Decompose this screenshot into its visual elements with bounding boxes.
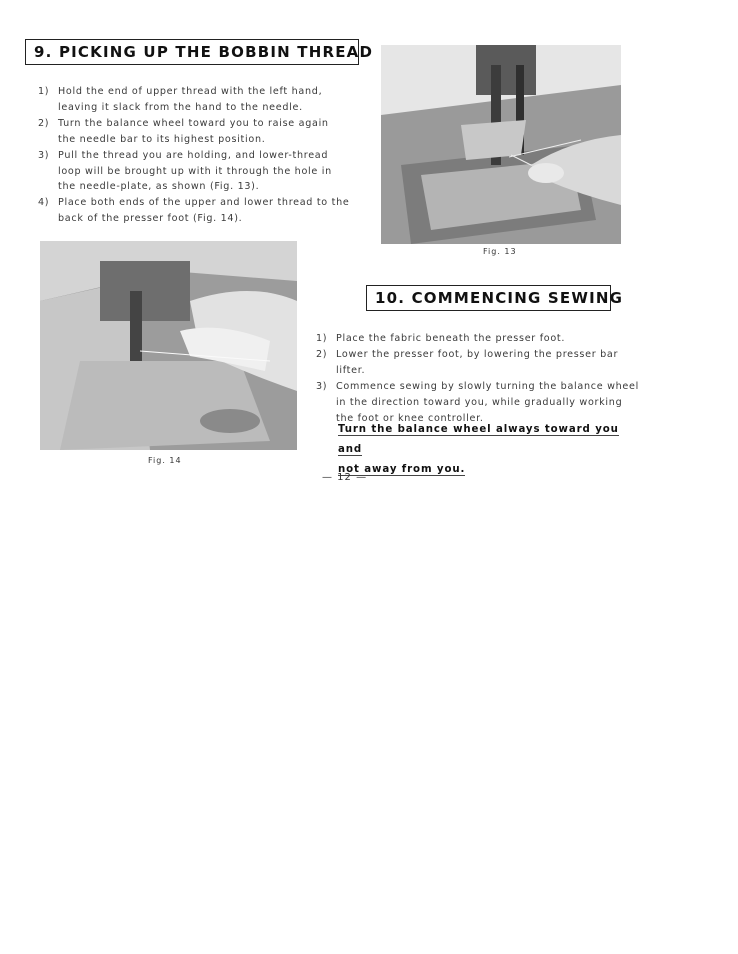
hands-threading-illustration: [40, 241, 297, 450]
step-text: Place both ends of the upper and lower thread to the back of the presser foot (Fig. 14).: [58, 197, 350, 225]
list-item: [316, 347, 642, 379]
list-item: [316, 331, 642, 347]
section-9-steps: [38, 84, 350, 227]
step-text: Lower the presser foot, by lowering the presser bar lifter.: [336, 348, 619, 376]
list-item: [38, 116, 350, 148]
section-10-steps: [316, 331, 642, 426]
step-number: 2): [38, 117, 50, 129]
page-number: — 12 —: [322, 472, 368, 483]
fig-13-caption: Fig. 13: [483, 247, 517, 256]
step-text: Pull the thread you are holding, and lower-thread loop will be brought up with it through the hole in the needle-plate, as shown (Fig. 13).: [58, 149, 332, 193]
list-item: [38, 148, 350, 196]
step-number: 3): [316, 380, 328, 392]
section-10-title: 10. COMMENCING SEWING: [366, 285, 611, 311]
step-text: Commence sewing by slowly turning the balance wheel in the direction toward you, while gradually working the foot or knee controller.: [336, 380, 639, 424]
step-number: 2): [316, 348, 328, 360]
balance-wheel-warning: [338, 420, 642, 480]
step-text: Place the fabric beneath the presser foot.: [336, 333, 566, 344]
list-item: [38, 195, 350, 227]
step-number: 1): [38, 86, 50, 97]
step-text: Turn the balance wheel toward you to raise again the needle bar to its highest position.: [58, 117, 329, 145]
step-text: Hold the end of upper thread with the left hand, leaving it slack from the hand to the needle.: [58, 86, 323, 113]
fig-13-photo: [381, 45, 621, 244]
fig-14-photo: [40, 241, 297, 450]
fig-14-caption: Fig. 14: [148, 456, 182, 465]
step-number: 3): [38, 149, 50, 161]
warning-line-2: not away from you.: [338, 464, 466, 475]
sewing-machine-needle-illustration: [381, 45, 621, 244]
step-number: 1): [316, 333, 328, 344]
section-9-title: 9. PICKING UP THE BOBBIN THREAD: [25, 39, 359, 65]
warning-line-1: Turn the balance wheel always toward you and: [338, 424, 619, 455]
step-number: 4): [38, 197, 50, 209]
list-item: [38, 84, 350, 116]
